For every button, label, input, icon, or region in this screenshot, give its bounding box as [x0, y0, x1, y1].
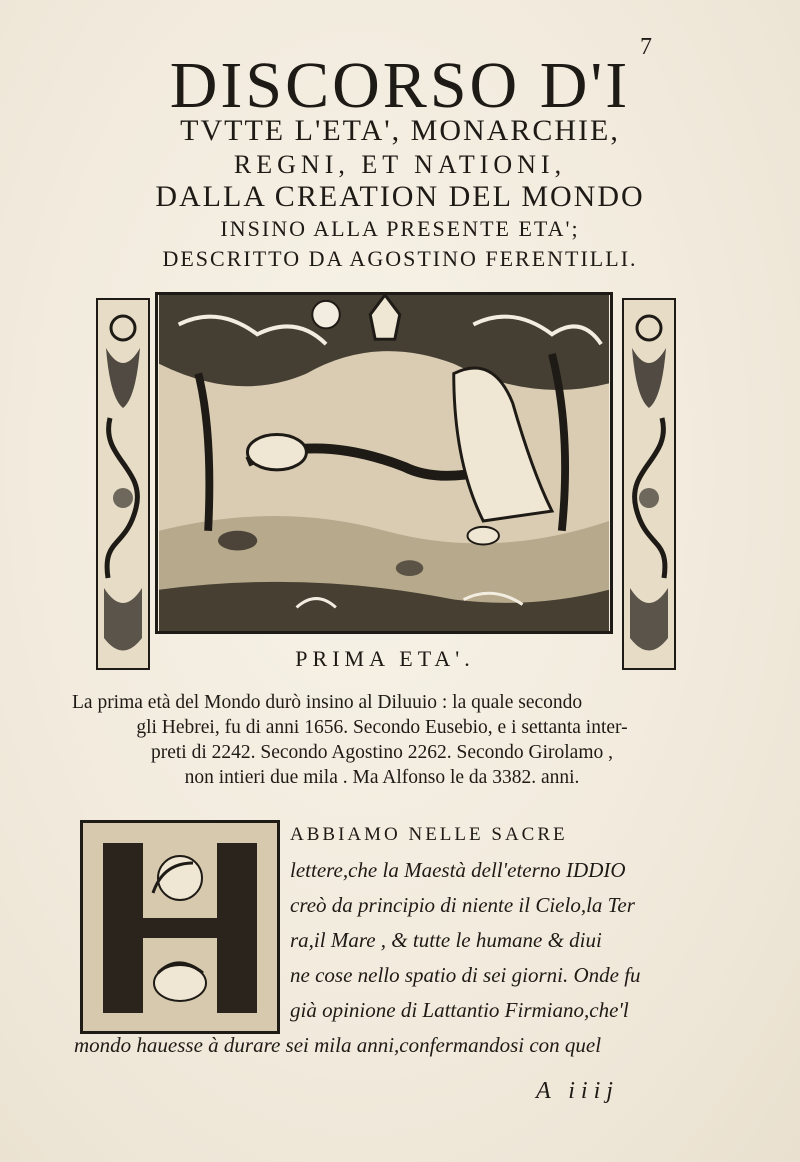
body-line-5: ne cose nello spatio di sei giorni. Onde fu	[290, 963, 641, 987]
body-line-2: lettere,che la Maestà dell'eterno IDDIO	[290, 858, 626, 882]
subtitle-line-1: TVTTE L'ETA', MONARCHIE,	[180, 114, 620, 147]
subtitle-line-2: REGNI, ET NATIONI,	[233, 150, 567, 179]
page-number: 7	[640, 34, 652, 60]
decorated-initial	[80, 820, 280, 1034]
subtitle-line-3: DALLA CREATION DEL MONDO	[155, 180, 645, 213]
body-line-6: già opinione di Lattantio Firmiano,che'l	[290, 998, 629, 1022]
illustration-caption: PRIMA ETA'.	[295, 646, 475, 671]
summary-line-4: non intieri due mila . Ma Alfonso le da 3382. anni.	[184, 767, 580, 788]
summary-line-3: preti di 2242. Secondo Agostino 2262. Secondo Girolamo ,	[150, 742, 613, 763]
page-title: DISCORSO D'I	[169, 49, 631, 122]
summary-line-1: La prima età del Mondo durò insino al Diluuio : la quale secondo	[72, 692, 583, 713]
signature-mark: A iiij	[536, 1078, 619, 1104]
subtitle-line-5: DESCRITTO DA AGOSTINO FERENTILLI.	[162, 246, 638, 271]
body-line-7: mondo hauesse à durare sei mila anni,confermandosi con quel	[74, 1033, 602, 1057]
body-line-3: creò da principio di niente il Cielo,la Ter	[290, 893, 635, 917]
creation-woodcut-illustration	[155, 292, 613, 634]
subtitle-line-4: INSINO ALLA PRESENTE ETA';	[220, 216, 580, 241]
body-line-4: ra,il Mare , & tutte le humane & diui	[290, 928, 602, 952]
ornamental-border-right	[622, 298, 676, 670]
body-line-1: ABBIAMO NELLE SACRE	[290, 824, 568, 845]
ornamental-border-left	[96, 298, 150, 670]
summary-line-2: gli Hebrei, fu di anni 1656. Secondo Eusebio, e i settanta inter-	[136, 717, 628, 738]
initial-woodcut	[83, 823, 277, 1031]
